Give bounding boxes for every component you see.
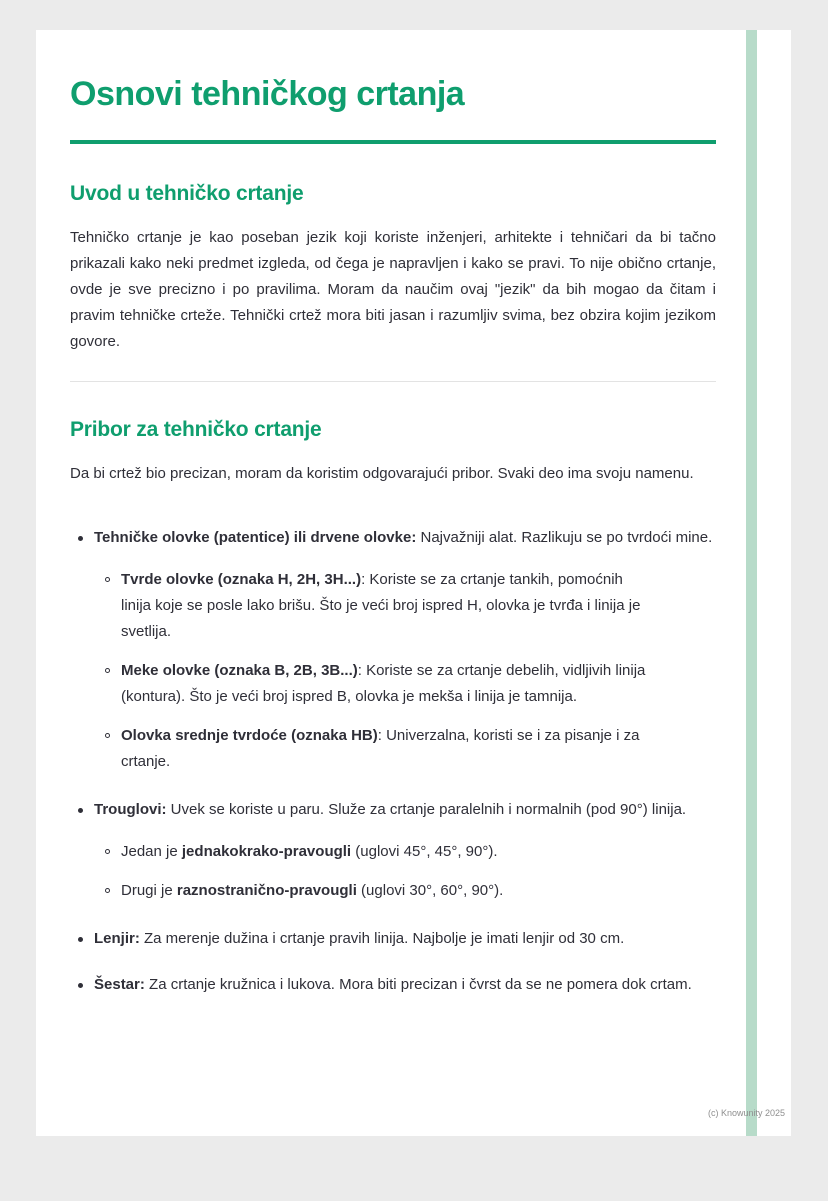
sub-lead: jednakokrako-pravougli	[181, 843, 352, 861]
sub-pre: Jedan je	[121, 843, 182, 861]
sub-text: (uglovi 30°, 60°, 90°).	[356, 882, 504, 900]
circle-bullet-icon	[105, 888, 110, 893]
olovke-sub-list	[94, 567, 716, 775]
sub-item-raznostranicni	[94, 878, 716, 904]
sub-item-tvrde	[94, 567, 716, 645]
bullet-icon	[78, 983, 83, 988]
circle-bullet-icon	[105, 733, 110, 738]
bullet-text: Najvažniji alat. Razlikuju se po tvrdoći mine.	[416, 529, 713, 547]
section-heading-uvod: Uvod u tehničko crtanje	[70, 182, 304, 206]
bullet-lead: Trouglovi:	[94, 801, 167, 819]
bullet-icon	[78, 808, 83, 813]
circle-bullet-icon	[105, 849, 110, 854]
sub-text: (uglovi 45°, 45°, 90°).	[351, 843, 498, 861]
page-title: Osnovi tehničkog crtanja	[70, 75, 465, 113]
sub-item-text	[121, 839, 653, 865]
list-item-text	[94, 972, 716, 998]
document-page	[36, 30, 791, 1136]
sub-lead: Meke olovke (oznaka B, 2B, 3B...)	[121, 662, 358, 680]
bullet-text: Za merenje dužina i crtanje pravih linija. Najbolje je imati lenjir od 30 cm.	[139, 930, 625, 948]
list-item-olovke	[70, 525, 716, 777]
paragraph-uvod: Tehničko crtanje je kao poseban jezik koji koriste inženjeri, arhitekte i tehničari da bi tačno prikazali kako neki predmet izgleda, od čega je napravljen i kako se pravi. To nije obično crtanje, ovde je sve precizno i po pravilima. Moram da naučim ovaj "jezik" da bih mogao da čitam i pravim tehničke crteže. Tehnički crtež mora biti jasan i razumljiv svima, bez obzira kojim jezikom govore.	[70, 229, 716, 351]
title-rule	[70, 140, 716, 144]
sub-item-text	[121, 658, 653, 710]
bullet-text: Uvek se koriste u paru. Služe za crtanje paralelnih i normalnih (pod 90°) linija.	[166, 801, 687, 819]
section-divider	[70, 381, 716, 382]
bullet-lead: Tehničke olovke (patentice) ili drvene olovke:	[94, 529, 417, 547]
sub-item-jednakokraki	[94, 839, 716, 865]
document-content	[36, 30, 791, 998]
sub-item-hb	[94, 723, 716, 775]
paragraph-pribor-intro: Da bi crtež bio precizan, moram da koristim odgovarajući pribor. Svaki deo ima svoju namenu.	[70, 465, 694, 483]
list-item-text	[94, 525, 716, 777]
list-item-sestar	[70, 972, 716, 998]
list-item-trouglovi	[70, 797, 716, 906]
section-heading-pribor: Pribor za tehničko crtanje	[70, 418, 322, 442]
bullet-lead: Lenjir:	[94, 930, 140, 948]
list-item-text	[94, 797, 716, 906]
sub-lead: Tvrde olovke (oznaka H, 2H, 3H...)	[121, 571, 362, 589]
circle-bullet-icon	[105, 577, 110, 582]
sub-pre: Drugi je	[121, 882, 177, 900]
list-item-lenjir	[70, 926, 716, 952]
sub-lead: raznostranično-pravougli	[176, 882, 357, 900]
bullet-icon	[78, 536, 83, 541]
bullet-text: Za crtanje kružnica i lukova. Mora biti precizan i čvrst da se ne pomera dok crtam.	[144, 976, 692, 994]
bullet-lead: Šestar:	[94, 976, 145, 994]
sub-text: : Koriste se za crtanje tankih, pomoćnih linija koje se posle lako brišu. Što je veći broj ispred H, olovka je tvrđa i linija je svetlija.	[121, 571, 641, 641]
sub-item-text	[121, 878, 653, 904]
sub-item-meke	[94, 658, 716, 710]
sub-lead: Olovka srednje tvrdoće (oznaka HB)	[121, 727, 378, 745]
circle-bullet-icon	[105, 668, 110, 673]
pribor-list	[70, 525, 716, 998]
sub-text: : Univerzalna, koristi se i za pisanje i za crtanje.	[121, 727, 640, 771]
sub-item-text	[121, 567, 653, 645]
list-item-text	[94, 926, 716, 952]
sub-item-text	[121, 723, 653, 775]
copyright-footer: (c) Knowunity 2025	[707, 1108, 785, 1118]
trouglovi-sub-list	[94, 839, 716, 904]
sub-text: : Koriste se za crtanje debelih, vidljivih linija (kontura). Što je veći broj ispred B, olovka je mekša i linija je tamnija.	[121, 662, 646, 706]
bullet-icon	[78, 937, 83, 942]
